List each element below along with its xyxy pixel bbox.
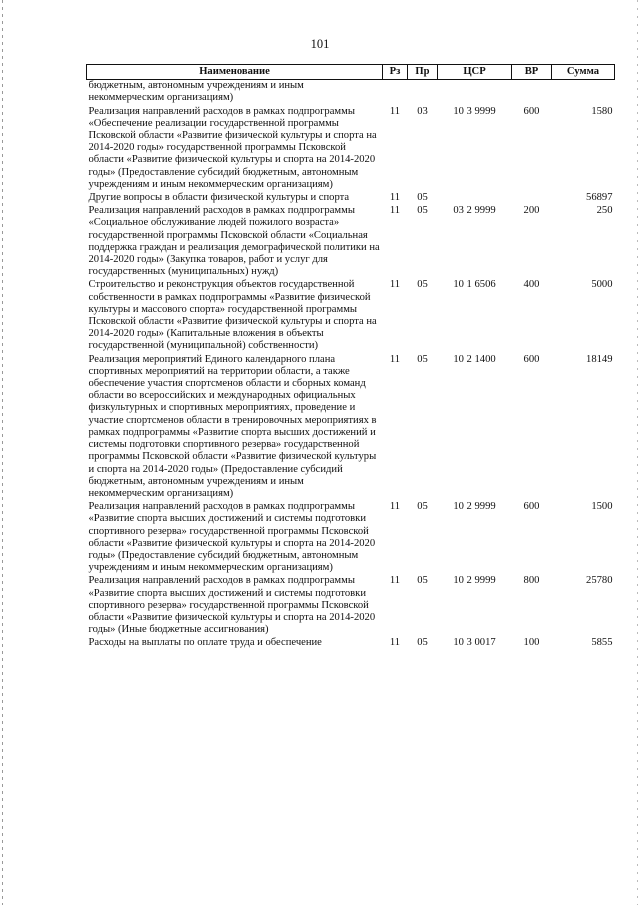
row-csr: 10 2 9999 [453,501,496,513]
row-pr: 05 [417,205,428,217]
header-sum: Сумма [552,65,615,80]
row-sum [552,80,615,106]
row-pr: 05 [417,501,428,513]
row-rz: 11 [389,353,401,365]
row-csr [438,192,512,205]
row-vr: 600 [523,105,540,117]
row-vr: 600 [523,353,540,365]
row-sum: 5855 [591,637,613,649]
row-csr: 10 3 0017 [453,637,496,649]
row-csr: 10 3 9999 [453,105,496,117]
row-vr [512,80,552,106]
row-name: Другие вопросы в области физической культуры и спорта [88,192,350,204]
row-name: Строительство и реконструкция объектов государственной собственности в рамках подпрограммы «Развитие физической культуры и массового спорта» государственной программы Псковской области «Развитие физической культуры и спорта на 2014-2020 годы» (Капитальные вложения в объекты государственной (муниципальной) собственности) [88,279,377,352]
row-rz: 11 [389,575,401,587]
row-rz: 11 [389,637,401,649]
row-pr: 05 [417,192,428,204]
header-pr: Пр [408,65,438,80]
row-sum: 56897 [586,192,613,204]
table-row [87,80,615,106]
row-name: Расходы на выплаты по оплате труда и обеспечение [88,637,322,649]
table-header [87,65,615,80]
row-vr: 200 [523,205,540,217]
row-sum: 1500 [591,501,613,513]
header-csr: ЦСР [438,65,512,80]
table-row [87,501,615,575]
row-sum: 5000 [591,279,613,291]
row-csr [438,80,512,106]
row-pr: 05 [417,637,428,649]
row-rz: 11 [389,279,401,291]
row-pr [408,80,438,106]
row-name: Реализация направлений расходов в рамках подпрограммы «Социальное обслуживание людей пожилого возраста» государственной программы Псковской области «Социальная поддержка граждан и реализация демографической политики на 2014-2020 годы» (Закупка товаров, работ и услуг для государственных (муниципальных) нужд) [88,205,380,278]
row-pr: 05 [417,575,428,587]
header-vr: ВР [512,65,552,80]
row-rz: 11 [389,205,401,217]
row-name: бюджетным, автономным учреждениям и иным некоммерческим организациям) [88,80,304,104]
table-row [87,279,615,353]
page-number: 101 [310,37,330,51]
table-row [87,205,615,279]
table-row [87,106,615,192]
row-vr: 100 [523,637,540,649]
row-sum: 25780 [586,575,613,587]
table-row [87,354,615,501]
row-rz: 11 [389,501,401,513]
row-sum: 250 [596,205,613,217]
row-vr: 800 [523,575,540,587]
row-vr: 400 [523,279,540,291]
row-vr: 600 [523,501,540,513]
row-rz: 11 [389,192,401,204]
row-pr: 05 [417,353,428,365]
row-name: Реализация мероприятий Единого календарного плана спортивных мероприятий на территории области, а также обеспечение участия спортсменов области и сборных команд области во всероссийских и международных официальных физкультурных и спортивных мероприятиях, проведение и участие спортсменов области в тренировочных мероприятиях в рамках подпрограммы «Развитие спорта высших достижений и системы подготовки спортивного резерва» государственной программы Псковской области «Развитие физической культуры и спорта на 2014-2020 годы» (Предоставление субсидий бюджетным, автономным учреждениям и иным некоммерческим организациям) [88,353,377,499]
table-row [87,637,615,650]
row-pr: 05 [417,279,428,291]
row-name: Реализация направлений расходов в рамках подпрограммы «Развитие спорта высших достижений и системы подготовки спортивного резерва» государственной программы Псковской области «Развитие физической культуры и спорта на 2014-2020 годы» (Иные бюджетные ассигнования) [88,575,376,636]
row-csr: 03 2 9999 [453,205,496,217]
row-pr: 03 [417,105,428,117]
table-row [87,192,615,205]
budget-table [86,64,615,651]
scan-edge-right [637,0,638,905]
row-vr [512,192,552,205]
row-rz [383,80,408,106]
header-rz: Рз [383,65,408,80]
scan-edge-left [2,0,3,905]
row-rz: 11 [389,105,401,117]
row-csr: 10 2 9999 [453,575,496,587]
row-sum: 18149 [586,353,613,365]
row-name: Реализация направлений расходов в рамках подпрограммы «Обеспечение реализации государственной программы Псковской области «Развитие физической культуры и спорта на 2014-2020 годы» государственной программы Псковской области «Развитие физической культуры и спорта на 2014-2020 годы» (Предоставление субсидий бюджетным, автономным учреждениям и иным некоммерческим организациям) [88,105,377,190]
row-csr: 10 2 1400 [453,353,496,365]
table-body [87,80,615,651]
row-csr: 10 1 6506 [453,279,496,291]
row-sum: 1580 [591,105,613,117]
table-row [87,575,615,637]
header-name: Наименование [87,65,383,80]
row-name: Реализация направлений расходов в рамках подпрограммы «Развитие спорта высших достижений и системы подготовки спортивного резерва» государственной программы Псковской области «Развитие физической культуры и спорта на 2014-2020 годы» (Предоставление субсидий бюджетным, автономным учреждениям и иным некоммерческим организациям) [88,501,376,574]
